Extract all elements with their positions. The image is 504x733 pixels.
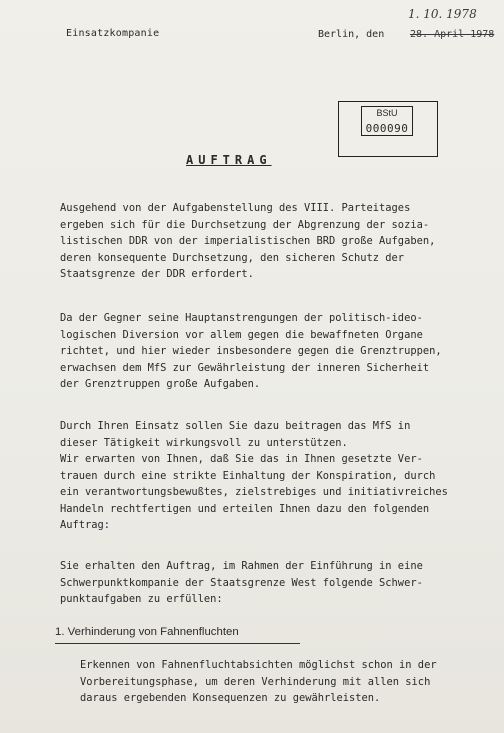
text-line: Durch Ihren Einsatz sollen Sie dazu beitragen das MfS in [60, 420, 411, 432]
text-line: ergeben sich für die Durchsetzung der Abgrenzung der sozia- [60, 218, 430, 231]
text-line: Staatsgrenze der DDR erfordert. [60, 268, 254, 280]
section-1-heading-text: 1. Verhinderung von Fahnenfluchten [55, 626, 239, 638]
struck-date: 28. April 1978 [410, 29, 495, 40]
paragraph-3 [60, 418, 490, 534]
text-line: Vorbereitungsphase, um deren Verhinderung mit allen sich [80, 675, 431, 688]
text-line: ein verantwortungsbewußtes, zielstrebiges und initiativreiches [60, 486, 448, 498]
stamp-label: BStU [376, 108, 398, 118]
place-label: Berlin, den [318, 29, 385, 40]
text-line: richtet, und hier wieder insbesondere gegen die Grenztruppen, [60, 345, 442, 357]
paragraph-1 [60, 200, 490, 283]
text-line: daraus ergebenden Konsequenzen zu gewährleisten. [80, 692, 381, 704]
heading-underline [55, 643, 300, 644]
unit-name: Einsatzkompanie [66, 28, 160, 39]
text-line: erwachsen dem MfS zur Gewährleistung der inneren Sicherheit [60, 361, 430, 374]
stamp-box [361, 106, 413, 136]
section-1-heading [55, 626, 239, 638]
text-line: punktaufgaben zu erfüllen: [60, 593, 223, 605]
text-line: dieser Tätigkeit wirkungsvoll zu unterstützen. [60, 436, 348, 449]
text-line: Wir erwarten von Ihnen, daß Sie das in Ihnen gesetzte Ver- [60, 453, 423, 465]
paragraph-4 [60, 558, 490, 608]
paragraph-2 [60, 310, 490, 393]
text-line: Sie erhalten den Auftrag, im Rahmen der Einführung in eine [60, 560, 423, 572]
text-line: logischen Diversion vor allem gegen die bewaffneten Organe [60, 328, 423, 341]
text-line: der Grenztruppen große Aufgaben. [60, 378, 261, 390]
section-1-body [80, 657, 490, 707]
text-line: Auftrag: [60, 519, 111, 531]
text-line: Da der Gegner seine Hauptanstrengungen der politisch-ideo- [60, 312, 423, 324]
archive-stamp [338, 101, 438, 157]
text-line: Schwerpunktkompanie der Staatsgrenze West folgende Schwer- [60, 576, 423, 589]
text-line: Ausgehend von der Aufgabenstellung des VIII. Parteitages [60, 202, 411, 214]
handwritten-date: 1. 10. 1978 [408, 7, 477, 21]
text-line: Handeln rechtfertigen und erteilen Ihnen dazu den folgenden [60, 502, 430, 515]
text-line: listischen DDR von der imperialistischen BRD große Aufgaben, [60, 235, 436, 247]
stamp-number: 000090 [365, 122, 409, 135]
text-line: Erkennen von Fahnenfluchtabsichten möglichst schon in der [80, 659, 437, 671]
text-line: deren konsequente Durchsetzung, den sicheren Schutz der [60, 251, 405, 264]
document-title: AUFTRAG [186, 153, 272, 167]
text-line: trauen durch eine strikte Einhaltung der Konspiration, durch [60, 469, 436, 482]
